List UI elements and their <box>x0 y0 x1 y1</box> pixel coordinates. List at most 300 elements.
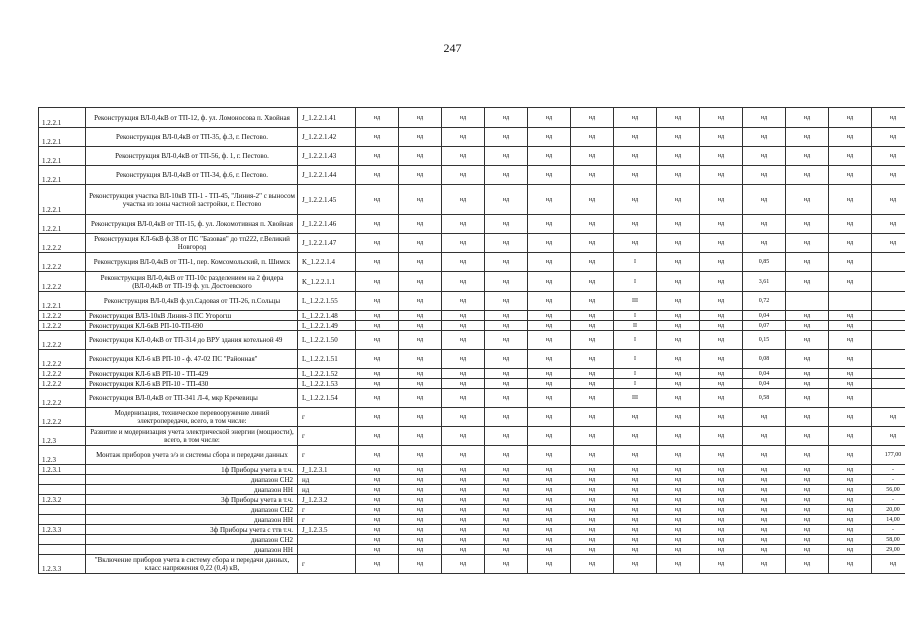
row-name-cell: "Включение приборов учета в систему сбора и передачи данных, класс напряжения 0,22 (0,4) кВ, <box>86 555 298 574</box>
row-code-cell <box>39 545 86 555</box>
row-code-cell: 1.2.2.2 <box>39 408 86 427</box>
value-cell: нд <box>356 555 399 574</box>
row-name-cell: диапазон СН2 <box>86 505 298 515</box>
value-cell: нд <box>872 128 905 147</box>
value-cell: нд <box>399 272 442 292</box>
value-cell: нд <box>829 555 872 574</box>
value-cell: нд <box>528 108 571 128</box>
value-cell: нд <box>442 545 485 555</box>
table-row <box>39 215 905 234</box>
value-cell: нд <box>442 535 485 545</box>
value-cell: нд <box>485 166 528 185</box>
value-cell: нд <box>786 485 829 495</box>
row-identifier-cell <box>298 545 356 555</box>
value-cell: нд <box>614 555 657 574</box>
value-cell: нд <box>872 555 905 574</box>
row-identifier-cell: г <box>298 505 356 515</box>
value-cell: нд <box>571 485 614 495</box>
value-cell: нд <box>442 166 485 185</box>
value-cell: нд <box>528 446 571 465</box>
value-cell: нд <box>700 331 743 350</box>
value-cell: нд <box>786 369 829 379</box>
value-cell: нд <box>786 427 829 446</box>
value-cell: нд <box>571 505 614 515</box>
value-cell: нд <box>528 311 571 321</box>
value-cell: нд <box>485 147 528 166</box>
value-cell: нд <box>571 525 614 535</box>
row-name-cell: Реконструкция ВЛ-0,4кВ от ТП-15, ф. ул. Локомотивная п. Хвойная <box>86 215 298 234</box>
value-cell: нд <box>485 545 528 555</box>
value-cell: нд <box>442 369 485 379</box>
row-code-cell: 1.2.2.2 <box>39 350 86 369</box>
value-cell: нд <box>356 535 399 545</box>
value-cell: нд <box>743 215 786 234</box>
value-cell: нд <box>528 215 571 234</box>
row-code-cell: 1.2.2.2 <box>39 331 86 350</box>
value-cell: нд <box>743 485 786 495</box>
value-cell: нд <box>614 446 657 465</box>
value-cell: нд <box>614 215 657 234</box>
value-cell: нд <box>614 234 657 253</box>
value-cell: нд <box>743 147 786 166</box>
row-code-cell: 1.2.2.1 <box>39 147 86 166</box>
value-cell: нд <box>743 128 786 147</box>
value-cell: нд <box>614 185 657 215</box>
value-cell: нд <box>485 515 528 525</box>
row-name-cell: Реконструкция КЛ-6 кВ РП-10 - ТП-429 <box>86 369 298 379</box>
value-cell: нд <box>399 321 442 331</box>
value-cell: нд <box>528 369 571 379</box>
value-cell: нд <box>786 331 829 350</box>
value-cell: нд <box>571 427 614 446</box>
value-cell: нд <box>700 535 743 545</box>
value-cell: нд <box>485 505 528 515</box>
row-identifier-cell: J_1.2.3.2 <box>298 495 356 505</box>
table-row <box>39 427 905 446</box>
row-identifier-cell: J_1.2.2.1.47 <box>298 234 356 253</box>
row-identifier-cell: г <box>298 427 356 446</box>
investment-program-table <box>38 107 905 574</box>
value-cell: нд <box>399 475 442 485</box>
value-cell: нд <box>829 427 872 446</box>
value-cell: нд <box>786 215 829 234</box>
value-cell: нд <box>829 495 872 505</box>
value-cell: нд <box>829 545 872 555</box>
page-number: 247 <box>443 41 462 55</box>
value-cell: нд <box>700 321 743 331</box>
value-cell: 56,00 <box>872 485 905 495</box>
row-name-cell: диапазон СН2 <box>86 535 298 545</box>
value-cell: нд <box>829 166 872 185</box>
value-cell <box>872 272 905 292</box>
row-identifier-cell: г <box>298 555 356 574</box>
value-cell: нд <box>872 147 905 166</box>
row-code-cell: 1.2.2.2 <box>39 369 86 379</box>
row-identifier-cell: L_1.2.2.1.54 <box>298 389 356 408</box>
value-cell: 3,61 <box>743 272 786 292</box>
value-cell: нд <box>571 515 614 525</box>
value-cell: нд <box>356 166 399 185</box>
value-cell: нд <box>528 234 571 253</box>
value-cell: нд <box>829 505 872 515</box>
value-cell: нд <box>700 515 743 525</box>
value-cell: нд <box>614 485 657 495</box>
row-name-cell: Реконструкция ВЛ-0,4кВ ф.ул.Садовая от ТП-26, п.Сольцы <box>86 292 298 311</box>
row-identifier-cell: L_1.2.2.1.55 <box>298 292 356 311</box>
value-cell: нд <box>571 475 614 485</box>
table-row <box>39 465 905 475</box>
value-cell: нд <box>485 128 528 147</box>
value-cell: нд <box>485 369 528 379</box>
value-cell: нд <box>786 408 829 427</box>
value-cell: нд <box>356 525 399 535</box>
value-cell: нд <box>356 331 399 350</box>
value-cell: I <box>614 350 657 369</box>
value-cell: нд <box>442 128 485 147</box>
value-cell: нд <box>700 272 743 292</box>
value-cell: нд <box>743 427 786 446</box>
value-cell: нд <box>657 535 700 545</box>
value-cell: нд <box>485 408 528 427</box>
value-cell: нд <box>399 311 442 321</box>
value-cell: 29,00 <box>872 545 905 555</box>
row-name-cell: Реконструкция ВЛ-0,4кВ от ТП-56, ф. 1, г. Пестово. <box>86 147 298 166</box>
value-cell: нд <box>829 465 872 475</box>
table-row <box>39 545 905 555</box>
value-cell: нд <box>571 535 614 545</box>
row-code-cell: 1.2.2.1 <box>39 166 86 185</box>
table-row <box>39 185 905 215</box>
value-cell: нд <box>399 147 442 166</box>
value-cell: нд <box>657 272 700 292</box>
value-cell: нд <box>528 350 571 369</box>
value-cell: 0,04 <box>743 369 786 379</box>
value-cell: нд <box>700 253 743 272</box>
value-cell: нд <box>571 446 614 465</box>
table-row <box>39 253 905 272</box>
value-cell: нд <box>399 215 442 234</box>
value-cell: нд <box>786 446 829 465</box>
value-cell: нд <box>571 555 614 574</box>
value-cell: нд <box>614 166 657 185</box>
value-cell: I <box>614 253 657 272</box>
value-cell: нд <box>528 485 571 495</box>
row-name-cell: Развитие и модернизация учета электрической энергии (мощности), всего, в том числе: <box>86 427 298 446</box>
value-cell: нд <box>442 379 485 389</box>
value-cell: нд <box>614 128 657 147</box>
value-cell: нд <box>872 234 905 253</box>
value-cell: нд <box>442 321 485 331</box>
table-row <box>39 495 905 505</box>
value-cell: нд <box>356 185 399 215</box>
value-cell: нд <box>571 128 614 147</box>
value-cell: нд <box>614 525 657 535</box>
value-cell <box>872 350 905 369</box>
row-identifier-cell: J_1.2.2.1.46 <box>298 215 356 234</box>
value-cell: нд <box>356 408 399 427</box>
value-cell: нд <box>657 147 700 166</box>
value-cell: нд <box>700 408 743 427</box>
value-cell: нд <box>786 495 829 505</box>
row-code-cell: 1.2.2.2 <box>39 389 86 408</box>
value-cell: нд <box>399 369 442 379</box>
table-row <box>39 166 905 185</box>
value-cell: 58,00 <box>872 535 905 545</box>
value-cell <box>872 311 905 321</box>
value-cell: нд <box>571 185 614 215</box>
value-cell: нд <box>399 166 442 185</box>
value-cell: нд <box>442 465 485 475</box>
value-cell: нд <box>786 465 829 475</box>
row-identifier-cell: L_1.2.2.1.49 <box>298 321 356 331</box>
row-code-cell: 1.2.2.1 <box>39 185 86 215</box>
value-cell: нд <box>700 505 743 515</box>
value-cell: нд <box>442 427 485 446</box>
value-cell: нд <box>700 475 743 485</box>
value-cell: нд <box>442 234 485 253</box>
value-cell: нд <box>700 446 743 465</box>
value-cell: нд <box>571 331 614 350</box>
value-cell: нд <box>829 147 872 166</box>
value-cell: нд <box>657 253 700 272</box>
value-cell: нд <box>614 495 657 505</box>
value-cell: нд <box>528 379 571 389</box>
value-cell: нд <box>571 147 614 166</box>
value-cell: нд <box>528 408 571 427</box>
value-cell: нд <box>829 234 872 253</box>
value-cell: нд <box>485 350 528 369</box>
value-cell: нд <box>657 495 700 505</box>
value-cell: нд <box>399 465 442 475</box>
value-cell: нд <box>442 108 485 128</box>
value-cell: нд <box>743 166 786 185</box>
value-cell: нд <box>485 321 528 331</box>
value-cell: нд <box>700 311 743 321</box>
value-cell: нд <box>743 465 786 475</box>
value-cell: нд <box>485 389 528 408</box>
value-cell: нд <box>829 215 872 234</box>
row-code-cell <box>39 485 86 495</box>
value-cell: нд <box>786 350 829 369</box>
value-cell: 0,85 <box>743 253 786 272</box>
value-cell: нд <box>528 321 571 331</box>
value-cell: нд <box>485 234 528 253</box>
value-cell: нд <box>786 234 829 253</box>
value-cell: нд <box>786 166 829 185</box>
value-cell: нд <box>829 331 872 350</box>
value-cell: I <box>614 369 657 379</box>
value-cell: нд <box>356 311 399 321</box>
value-cell: нд <box>442 408 485 427</box>
value-cell: нд <box>442 505 485 515</box>
value-cell: нд <box>571 350 614 369</box>
row-code-cell: 1.2.3.3 <box>39 555 86 574</box>
value-cell: нд <box>571 389 614 408</box>
value-cell: нд <box>829 408 872 427</box>
value-cell: III <box>614 389 657 408</box>
value-cell: нд <box>743 495 786 505</box>
table-row <box>39 408 905 427</box>
row-name-cell: диапазон НН <box>86 515 298 525</box>
table-row <box>39 535 905 545</box>
value-cell: - <box>872 465 905 475</box>
value-cell: нд <box>399 128 442 147</box>
row-name-cell: Реконструкция КЛ-6кВ ф.38 от ПС "Базовая" до тп222, г.Великий Новгород <box>86 234 298 253</box>
value-cell: нд <box>700 495 743 505</box>
value-cell: нд <box>657 128 700 147</box>
value-cell: нд <box>743 475 786 485</box>
value-cell: нд <box>700 147 743 166</box>
row-name-cell: Реконструкция ВЛ-0,4кВ от ТП-12, ф. ул. Ломоносова п. Хвойная <box>86 108 298 128</box>
value-cell: нд <box>829 350 872 369</box>
value-cell: нд <box>528 495 571 505</box>
value-cell: нд <box>528 515 571 525</box>
value-cell: нд <box>356 545 399 555</box>
row-identifier-cell: K_1.2.2.1.1 <box>298 272 356 292</box>
table-row <box>39 389 905 408</box>
value-cell: нд <box>657 234 700 253</box>
value-cell: нд <box>485 555 528 574</box>
value-cell: нд <box>657 465 700 475</box>
value-cell: нд <box>743 535 786 545</box>
value-cell: нд <box>571 545 614 555</box>
value-cell: нд <box>786 272 829 292</box>
value-cell: нд <box>657 545 700 555</box>
value-cell: I <box>614 379 657 389</box>
value-cell: нд <box>399 234 442 253</box>
value-cell: нд <box>356 147 399 166</box>
row-code-cell <box>39 515 86 525</box>
value-cell: нд <box>614 505 657 515</box>
row-name-cell: Реконструкция КЛ-6 кВ РП-10 - ТП-430 <box>86 379 298 389</box>
value-cell: нд <box>399 525 442 535</box>
value-cell: нд <box>700 427 743 446</box>
value-cell: нд <box>356 108 399 128</box>
value-cell: нд <box>399 108 442 128</box>
value-cell: нд <box>528 331 571 350</box>
value-cell: нд <box>743 446 786 465</box>
value-cell: нд <box>356 505 399 515</box>
value-cell: нд <box>786 525 829 535</box>
value-cell: 0,58 <box>743 389 786 408</box>
value-cell: нд <box>657 331 700 350</box>
row-code-cell: 1.2.2.2 <box>39 234 86 253</box>
value-cell <box>872 389 905 408</box>
row-name-cell: диапазон СН2 <box>86 475 298 485</box>
value-cell: нд <box>829 128 872 147</box>
value-cell: нд <box>614 545 657 555</box>
row-name-cell: Реконструкция ВЛ-0,4кВ от ТП-1, пер. Комсомольский, п. Шимск <box>86 253 298 272</box>
row-name-cell: Реконструкция ВЛ-0,4кВ от ТП-34, ф.6, г. Пестово. <box>86 166 298 185</box>
row-identifier-cell: J_1.2.2.1.44 <box>298 166 356 185</box>
row-name-cell: Реконструкция КЛ-6кВ РП-10-ТП-690 <box>86 321 298 331</box>
value-cell: нд <box>442 525 485 535</box>
value-cell: нд <box>571 215 614 234</box>
value-cell: - <box>872 495 905 505</box>
value-cell: нд <box>485 427 528 446</box>
value-cell: нд <box>442 475 485 485</box>
value-cell: нд <box>700 555 743 574</box>
value-cell: I <box>614 272 657 292</box>
value-cell: нд <box>614 515 657 525</box>
value-cell: нд <box>657 446 700 465</box>
value-cell: нд <box>743 505 786 515</box>
value-cell: II <box>614 321 657 331</box>
value-cell: нд <box>485 379 528 389</box>
value-cell: нд <box>700 215 743 234</box>
row-code-cell: 1.2.3 <box>39 446 86 465</box>
value-cell: нд <box>442 292 485 311</box>
value-cell <box>872 331 905 350</box>
row-code-cell: 1.2.3.2 <box>39 495 86 505</box>
row-code-cell: 1.2.2.1 <box>39 108 86 128</box>
value-cell: нд <box>442 350 485 369</box>
value-cell: нд <box>356 389 399 408</box>
value-cell: нд <box>571 108 614 128</box>
value-cell: нд <box>399 292 442 311</box>
table-row <box>39 379 905 389</box>
value-cell: нд <box>700 485 743 495</box>
value-cell: нд <box>657 108 700 128</box>
value-cell: нд <box>700 292 743 311</box>
value-cell: нд <box>399 545 442 555</box>
value-cell: нд <box>614 108 657 128</box>
value-cell: нд <box>872 108 905 128</box>
row-code-cell: 1.2.2.2 <box>39 253 86 272</box>
row-identifier-cell: J_1.2.3.5 <box>298 525 356 535</box>
value-cell: нд <box>485 465 528 475</box>
value-cell: 20,00 <box>872 505 905 515</box>
value-cell: нд <box>657 185 700 215</box>
row-identifier-cell: L_1.2.2.1.48 <box>298 311 356 321</box>
value-cell: 0,04 <box>743 311 786 321</box>
value-cell: нд <box>485 535 528 545</box>
value-cell: нд <box>786 311 829 321</box>
row-code-cell: 1.2.3 <box>39 427 86 446</box>
value-cell: нд <box>743 234 786 253</box>
row-name-cell: 3ф Приборы учета с ттв т.ч. <box>86 525 298 535</box>
value-cell: нд <box>829 321 872 331</box>
value-cell: нд <box>356 515 399 525</box>
value-cell: нд <box>571 495 614 505</box>
value-cell: нд <box>485 446 528 465</box>
value-cell: нд <box>786 555 829 574</box>
value-cell: нд <box>399 505 442 515</box>
value-cell: нд <box>657 505 700 515</box>
row-identifier-cell: г <box>298 408 356 427</box>
table-row <box>39 128 905 147</box>
table-row <box>39 147 905 166</box>
value-cell: нд <box>399 408 442 427</box>
value-cell: нд <box>356 369 399 379</box>
value-cell: нд <box>786 128 829 147</box>
value-cell: нд <box>872 215 905 234</box>
value-cell: нд <box>485 495 528 505</box>
row-name-cell: Реконструкция ВЛ-0,4кВ от ТП-10с разделением на 2 фидера (ВЛ-0,4кВ от ТП-19 ф. ул. Достоевского <box>86 272 298 292</box>
value-cell: нд <box>442 253 485 272</box>
value-cell: нд <box>399 446 442 465</box>
value-cell: нд <box>657 389 700 408</box>
value-cell: нд <box>485 292 528 311</box>
row-name-cell: Реконструкция ВЛ-0,4кВ от ТП-35, ф.3, г. Пестово. <box>86 128 298 147</box>
table-row <box>39 475 905 485</box>
value-cell: нд <box>829 272 872 292</box>
value-cell: нд <box>829 475 872 485</box>
value-cell: нд <box>786 515 829 525</box>
value-cell: нд <box>571 321 614 331</box>
value-cell: нд <box>829 108 872 128</box>
value-cell: нд <box>571 234 614 253</box>
